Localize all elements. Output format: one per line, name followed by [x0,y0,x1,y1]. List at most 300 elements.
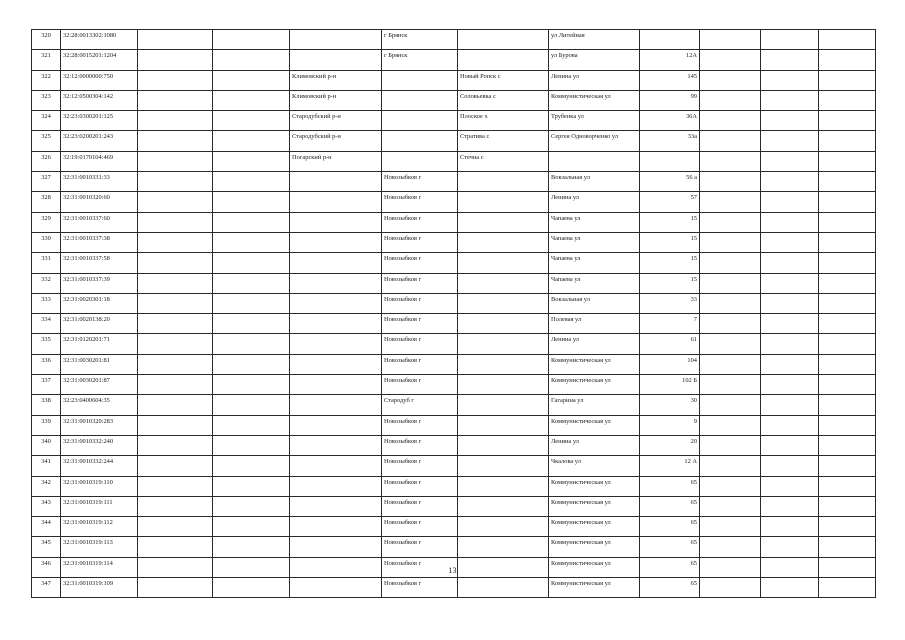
empty-cell [761,232,819,252]
settlement-cell [458,30,549,50]
table-row [32,517,876,537]
table-row [32,273,876,293]
house-number-cell: 65 [640,517,700,537]
street-cell: Коммунистическая ул [549,537,640,557]
row-number-cell: 327 [32,172,61,192]
district-cell [290,476,382,496]
settlement-cell: Стечна с [458,151,549,171]
city-cell: г Брянск [382,30,458,50]
cadastral-number-cell: 32:31:0010337:39 [61,273,138,293]
empty-cell [700,50,761,70]
table-row [32,111,876,131]
row-number-cell: 328 [32,192,61,212]
empty-cell [213,578,290,598]
empty-cell [138,273,213,293]
empty-cell [213,192,290,212]
district-cell [290,537,382,557]
settlement-cell: Новый Ропск с [458,70,549,90]
house-number-cell: 99 [640,90,700,110]
settlement-cell [458,212,549,232]
empty-cell [700,415,761,435]
empty-cell [213,375,290,395]
empty-cell [761,375,819,395]
city-cell: Новозыбков г [382,232,458,252]
empty-cell [213,253,290,273]
row-number-cell: 336 [32,354,61,374]
empty-cell [819,517,876,537]
table-row [32,314,876,334]
empty-cell [700,172,761,192]
cadastral-number-cell: 32:31:0010332:244 [61,456,138,476]
empty-cell [138,151,213,171]
empty-cell [700,70,761,90]
cadastral-number-cell: 32:23:0200201:243 [61,131,138,151]
city-cell: Новозыбков г [382,192,458,212]
row-number-cell: 329 [32,212,61,232]
empty-cell [213,30,290,50]
empty-cell [761,435,819,455]
table-row [32,354,876,374]
empty-cell [700,111,761,131]
empty-cell [700,192,761,212]
house-number-cell: 145 [640,70,700,90]
street-cell: Чапаева ул [549,232,640,252]
district-cell [290,415,382,435]
house-number-cell: 65 [640,578,700,598]
empty-cell [138,334,213,354]
district-cell: Погарский р-н [290,151,382,171]
house-number-cell: 7 [640,314,700,334]
street-cell [549,151,640,171]
cadastral-number-cell: 32:31:0010319:113 [61,537,138,557]
district-cell [290,334,382,354]
empty-cell [819,314,876,334]
empty-cell [138,496,213,516]
empty-cell [761,151,819,171]
table-row [32,375,876,395]
settlement-cell [458,537,549,557]
settlement-cell [458,435,549,455]
row-number-cell: 334 [32,314,61,334]
empty-cell [700,476,761,496]
empty-cell [819,111,876,131]
street-cell: Коммунистическая ул [549,90,640,110]
house-number-cell: 15 [640,232,700,252]
settlement-cell [458,314,549,334]
empty-cell [819,496,876,516]
empty-cell [819,253,876,273]
district-cell [290,354,382,374]
cadastral-number-cell: 32:31:0010319:111 [61,496,138,516]
empty-cell [138,30,213,50]
settlement-cell: Соловьевка с [458,90,549,110]
cadastral-number-cell: 32:31:0010337:38 [61,232,138,252]
house-number-cell: 102 Б [640,375,700,395]
empty-cell [700,273,761,293]
street-cell: Вокзальная ул [549,293,640,313]
cadastral-number-cell: 32:12:0500304:142 [61,90,138,110]
empty-cell [700,435,761,455]
cadastral-number-cell: 32:31:0010319:110 [61,476,138,496]
empty-cell [138,212,213,232]
empty-cell [138,232,213,252]
empty-cell [213,354,290,374]
empty-cell [761,456,819,476]
table-row [32,496,876,516]
house-number-cell: 65 [640,537,700,557]
page-number: 13 [448,566,457,575]
empty-cell [138,293,213,313]
empty-cell [138,192,213,212]
empty-cell [700,212,761,232]
table-row [32,232,876,252]
cadastral-number-cell: 32:19:0170104:469 [61,151,138,171]
empty-cell [213,232,290,252]
empty-cell [819,435,876,455]
district-cell [290,578,382,598]
street-cell: Коммунистическая ул [549,375,640,395]
empty-cell [761,192,819,212]
empty-cell [819,30,876,50]
city-cell [382,131,458,151]
cadastral-number-cell: 32:31:0020138:20 [61,314,138,334]
settlement-cell [458,395,549,415]
empty-cell [761,517,819,537]
settlement-cell [458,253,549,273]
row-number-cell: 341 [32,456,61,476]
city-cell: Новозыбков г [382,496,458,516]
house-number-cell: 104 [640,354,700,374]
street-cell: Полевая ул [549,314,640,334]
city-cell [382,70,458,90]
city-cell: Новозыбков г [382,415,458,435]
city-cell: Новозыбков г [382,354,458,374]
empty-cell [761,90,819,110]
district-cell [290,253,382,273]
city-cell: Новозыбков г [382,537,458,557]
empty-cell [761,131,819,151]
empty-cell [213,334,290,354]
street-cell: Вокзальная ул [549,172,640,192]
district-cell [290,435,382,455]
row-number-cell: 340 [32,435,61,455]
cadastral-number-cell: 32:31:0010332:240 [61,435,138,455]
street-cell: Сергея Одноворченко ул [549,131,640,151]
cadastral-number-cell: 32:31:0010331:33 [61,172,138,192]
row-number-cell: 331 [32,253,61,273]
table-row [32,131,876,151]
empty-cell [761,496,819,516]
table-row [32,415,876,435]
cadastral-number-cell: 32:31:0010319:112 [61,517,138,537]
table-row [32,50,876,70]
table-row [32,90,876,110]
table-row [32,253,876,273]
empty-cell [761,334,819,354]
street-cell: Ленина ул [549,435,640,455]
empty-cell [700,30,761,50]
district-cell: Стародубский р-н [290,111,382,131]
empty-cell [213,212,290,232]
street-cell: Коммунистическая ул [549,496,640,516]
district-cell: Климовский р-н [290,90,382,110]
table-row [32,578,876,598]
city-cell: Новозыбков г [382,557,458,577]
city-cell [382,151,458,171]
row-number-cell: 342 [32,476,61,496]
row-number-cell: 346 [32,557,61,577]
table-row [32,537,876,557]
empty-cell [213,415,290,435]
empty-cell [213,537,290,557]
empty-cell [700,232,761,252]
empty-cell [138,517,213,537]
house-number-cell: 15 [640,212,700,232]
table-row [32,435,876,455]
street-cell: Коммунистическая ул [549,557,640,577]
cadastral-number-cell: 32:28:0013302:1080 [61,30,138,50]
empty-cell [761,30,819,50]
empty-cell [213,435,290,455]
empty-cell [138,314,213,334]
city-cell: Новозыбков г [382,375,458,395]
street-cell: Чкалова ул [549,456,640,476]
street-cell: Коммунистическая ул [549,517,640,537]
empty-cell [138,537,213,557]
empty-cell [819,212,876,232]
settlement-cell [458,578,549,598]
empty-cell [819,172,876,192]
row-number-cell: 337 [32,375,61,395]
street-cell: Коммунистическая ул [549,578,640,598]
settlement-cell: Стратива с [458,131,549,151]
cadastral-number-cell: 32:23:0300201:125 [61,111,138,131]
street-cell: Коммунистическая ул [549,354,640,374]
empty-cell [213,293,290,313]
street-cell: Ленина ул [549,70,640,90]
row-number-cell: 347 [32,578,61,598]
row-number-cell: 344 [32,517,61,537]
house-number-cell [640,151,700,171]
empty-cell [213,90,290,110]
city-cell: Новозыбков г [382,517,458,537]
empty-cell [700,456,761,476]
empty-cell [700,517,761,537]
empty-cell [213,476,290,496]
cadastral-number-cell: 32:23:0400604:35 [61,395,138,415]
empty-cell [700,293,761,313]
empty-cell [138,50,213,70]
city-cell: Новозыбков г [382,578,458,598]
settlement-cell [458,415,549,435]
district-cell [290,375,382,395]
settlement-cell [458,496,549,516]
empty-cell [138,476,213,496]
house-number-cell: 65 [640,496,700,516]
city-cell: Новозыбков г [382,253,458,273]
district-cell [290,456,382,476]
city-cell: г Брянск [382,50,458,70]
street-cell: Чапаева ул [549,212,640,232]
district-cell [290,212,382,232]
table-row [32,293,876,313]
row-number-cell: 321 [32,50,61,70]
cadastral-number-cell: 32:31:0010337:58 [61,253,138,273]
street-cell: Трубенка ул [549,111,640,131]
row-number-cell: 345 [32,537,61,557]
empty-cell [213,273,290,293]
district-cell [290,314,382,334]
empty-cell [819,578,876,598]
house-number-cell: 33 [640,293,700,313]
empty-cell [761,415,819,435]
cadastral-number-cell: 32:12:0000000:750 [61,70,138,90]
empty-cell [213,50,290,70]
district-cell: Климовский р-н [290,70,382,90]
table-row [32,476,876,496]
empty-cell [138,90,213,110]
empty-cell [761,212,819,232]
empty-cell [213,517,290,537]
settlement-cell [458,354,549,374]
empty-cell [819,50,876,70]
empty-cell [700,131,761,151]
empty-cell [138,415,213,435]
empty-cell [761,50,819,70]
city-cell: Новозыбков г [382,476,458,496]
row-number-cell: 343 [32,496,61,516]
settlement-cell [458,232,549,252]
settlement-cell [458,50,549,70]
cadastral-number-cell: 32:31:0120201:71 [61,334,138,354]
city-cell: Новозыбков г [382,293,458,313]
empty-cell [819,273,876,293]
empty-cell [700,496,761,516]
empty-cell [700,578,761,598]
district-cell [290,192,382,212]
city-cell: Новозыбков г [382,273,458,293]
empty-cell [700,253,761,273]
empty-cell [213,172,290,192]
row-number-cell: 325 [32,131,61,151]
empty-cell [700,354,761,374]
house-number-cell: 57 [640,192,700,212]
empty-cell [761,476,819,496]
empty-cell [213,151,290,171]
house-number-cell: 33а [640,131,700,151]
empty-cell [761,111,819,131]
row-number-cell: 339 [32,415,61,435]
city-cell: Новозыбков г [382,456,458,476]
city-cell: Новозыбков г [382,314,458,334]
empty-cell [213,111,290,131]
empty-cell [819,375,876,395]
street-cell: Коммунистическая ул [549,476,640,496]
empty-cell [819,395,876,415]
empty-cell [700,537,761,557]
empty-cell [700,151,761,171]
table-body [32,30,876,598]
empty-cell [138,375,213,395]
empty-cell [819,90,876,110]
cadastral-number-cell: 32:31:0020301:18 [61,293,138,313]
empty-cell [213,314,290,334]
empty-cell [138,395,213,415]
house-number-cell: 12А [640,50,700,70]
row-number-cell: 332 [32,273,61,293]
empty-cell [819,456,876,476]
cadastral-number-cell: 32:31:0030201:81 [61,354,138,374]
empty-cell [761,395,819,415]
cadastral-number-cell: 32:31:0010320:283 [61,415,138,435]
empty-cell [213,131,290,151]
district-cell [290,50,382,70]
house-number-cell: 65 [640,557,700,577]
empty-cell [761,293,819,313]
city-cell: Новозыбков г [382,334,458,354]
empty-cell [819,415,876,435]
empty-cell [138,435,213,455]
settlement-cell [458,273,549,293]
empty-cell [213,70,290,90]
empty-cell [700,375,761,395]
empty-cell [761,70,819,90]
table-row [32,334,876,354]
district-cell [290,232,382,252]
table-row [32,30,876,50]
city-cell: Новозыбков г [382,172,458,192]
empty-cell [761,314,819,334]
settlement-cell [458,456,549,476]
settlement-cell [458,192,549,212]
empty-cell [213,496,290,516]
district-cell: Стародубский р-н [290,131,382,151]
street-cell: Коммунистическая ул [549,415,640,435]
address-table [31,29,876,598]
city-cell: Новозыбков г [382,212,458,232]
row-number-cell: 338 [32,395,61,415]
district-cell [290,30,382,50]
district-cell [290,172,382,192]
table-row [32,395,876,415]
district-cell [290,517,382,537]
street-cell: ул Литейная [549,30,640,50]
empty-cell [819,334,876,354]
city-cell: Новозыбков г [382,435,458,455]
empty-cell [138,253,213,273]
house-number-cell: 65 [640,476,700,496]
district-cell [290,496,382,516]
city-cell [382,111,458,131]
empty-cell [819,192,876,212]
street-cell: Ленина ул [549,334,640,354]
empty-cell [761,354,819,374]
district-cell [290,273,382,293]
row-number-cell: 320 [32,30,61,50]
settlement-cell [458,172,549,192]
street-cell: ул Бурова [549,50,640,70]
empty-cell [761,578,819,598]
table-row [32,172,876,192]
street-cell: Чапаева ул [549,273,640,293]
empty-cell [138,172,213,192]
settlement-cell [458,334,549,354]
table-row [32,456,876,476]
empty-cell [138,111,213,131]
cadastral-number-cell: 32:31:0010320:60 [61,192,138,212]
empty-cell [819,537,876,557]
row-number-cell: 324 [32,111,61,131]
